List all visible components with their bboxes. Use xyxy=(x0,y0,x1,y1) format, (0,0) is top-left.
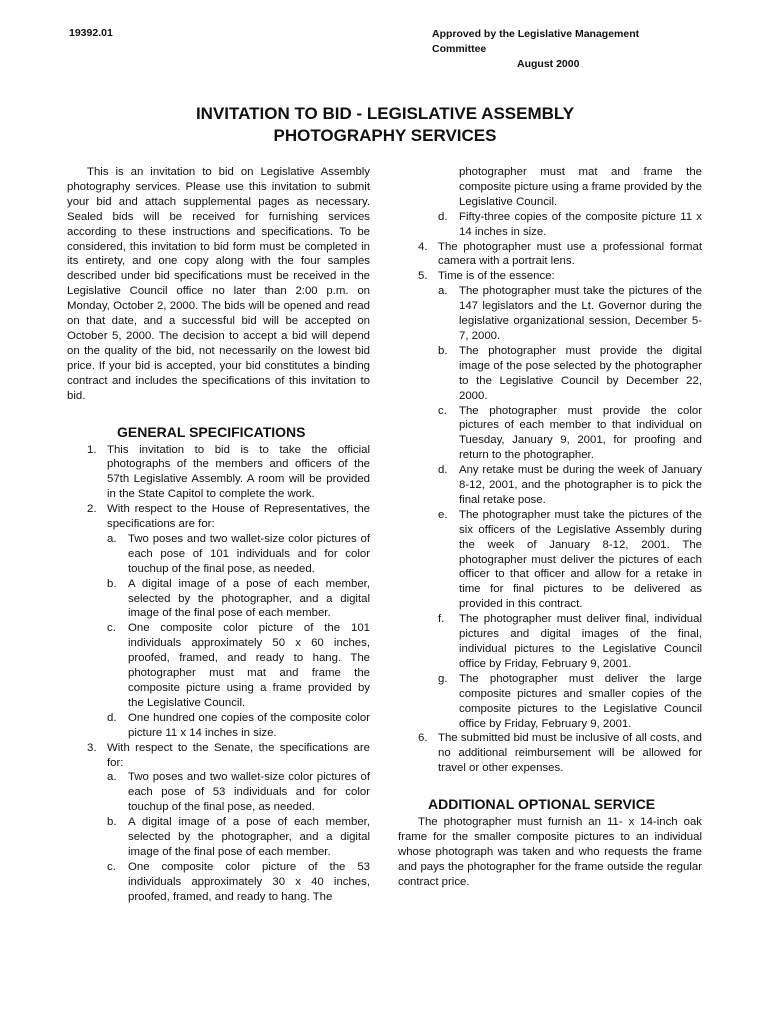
list-item xyxy=(398,269,702,284)
item-text: The photographer must take the pictures of the 147 legislators and the Lt. Governor during the legislative organizational session, December 5-7, 2000. xyxy=(459,285,702,342)
item-text: A digital image of a pose of each member, selected by the photographer, and a digital image of the final pose of each member. xyxy=(128,577,370,620)
sub-list-item xyxy=(398,344,702,404)
item-letter: c. xyxy=(107,860,116,873)
list-item xyxy=(398,240,702,270)
item-letter: f. xyxy=(438,613,445,626)
sub-list-item xyxy=(67,711,370,741)
title-line-2: PHOTOGRAPHY SERVICES xyxy=(273,126,497,145)
approval-line-2: Committee xyxy=(432,43,487,55)
list-item xyxy=(67,741,370,771)
sub-list-item xyxy=(67,815,370,860)
sub-list-item xyxy=(398,210,702,240)
item-text: The photographer must take the pictures of the six officers of the Legislative Assembly during the week of January 8-12, 2001. The photographer must deliver the pictures of each officer to that officer and allow for a retake in time for final pictures to be delivered as provided in this contract. xyxy=(459,508,702,611)
sub-list-item xyxy=(398,284,702,344)
item-letter: d. xyxy=(107,711,117,724)
item-text: With respect to the House of Representatives, the specifications are for: xyxy=(107,503,370,531)
approval-note xyxy=(432,27,639,72)
item-letter: d. xyxy=(438,210,448,223)
sub-list-item xyxy=(67,532,370,577)
item-letter: b. xyxy=(107,816,117,829)
sub-list-item xyxy=(67,577,370,622)
item-text: One composite color picture of the 101 individuals approximately 50 x 60 inches, proofed, framed, and ready to hang. The photographer must mat and frame the composite picture using a frame provided by the Legislative Council. xyxy=(128,622,370,709)
item-letter: c. xyxy=(438,404,447,417)
item-text: A digital image of a pose of each member, selected by the photographer, and a digital image of the final pose of each member. xyxy=(128,816,370,858)
sub-list-item xyxy=(67,860,370,905)
approval-date: August 2000 xyxy=(517,58,580,70)
item-text: Any retake must be during the week of January 8-12, 2001, and the photographer is to pick the final retake pose. xyxy=(459,464,702,506)
list-item xyxy=(398,731,702,776)
intro-paragraph: This is an invitation to bid on Legislative Assembly photography services. Please use this invitation to submit your bid and attach supplemental pages as necessary. Sealed bids will be received for furnishing services according to these instructions and specifications. To be considered, this invitation to bid form must be completed in its entirety, and one copy along with the four samples described under bid specifications must be received in the Legislative Council office no later than 2:00 p.m. on Monday, October 2, 2000. The bids will be opened and read on that date, and a successful bid will be accepted on October 5, 2000. The decision to accept a bid will depend on the quality of the bid, not necessarily on the lowest bid price. If your bid is accepted, your bid constitutes a binding contract and includes the specifications of this invitation to bid. xyxy=(67,166,370,402)
item-letter: b. xyxy=(107,577,117,590)
left-column xyxy=(67,165,370,905)
item-text: Fifty-three copies of the composite picture 11 x 14 inches in size. xyxy=(459,210,702,238)
item-letter: a. xyxy=(107,771,117,784)
item-text-continued: photographer must mat and frame the composite picture using a frame provided by the Legislative Council. xyxy=(459,166,702,208)
item-number: 5. xyxy=(418,270,428,283)
title-line-1: INVITATION TO BID - LEGISLATIVE ASSEMBLY xyxy=(195,104,575,123)
item-letter: a. xyxy=(438,285,448,298)
item-letter: c. xyxy=(107,622,116,635)
item-number: 2. xyxy=(87,503,97,516)
optional-service-paragraph: The photographer must furnish an 11- x 14-inch oak frame for the smaller composite pictures to an individual whose photograph was taken and who requests the frame and pays the photographer for the frame outside the regular contract price. xyxy=(398,816,702,888)
item-text: With respect to the Senate, the specifications are for: xyxy=(107,741,370,769)
item-number: 1. xyxy=(87,443,97,456)
document-number: 19392.01 xyxy=(69,27,113,39)
approval-line-1: Approved by the Legislative Management xyxy=(432,28,640,40)
item-text: The photographer must provide the color pictures of each member to that individual on Tuesday, January 9, 2001, for proofing and return to the photographer. xyxy=(459,404,702,462)
right-column xyxy=(398,165,702,890)
item-text: Time is of the essence: xyxy=(438,270,555,283)
optional-service-heading: ADDITIONAL OPTIONAL SERVICE xyxy=(428,796,656,813)
sub-list-item xyxy=(67,621,370,710)
sub-list-item xyxy=(398,508,702,612)
sub-list-item xyxy=(398,404,702,464)
item-number: 3. xyxy=(87,741,97,754)
item-text: The photographer must use a professional format camera with a portrait lens. xyxy=(438,240,702,268)
item-text: The photographer must deliver final, individual pictures and digital images of the final, individual pictures to the Legislative Council office by Friday, February 9, 2001. xyxy=(459,613,702,670)
general-specifications-heading: GENERAL SPECIFICATIONS xyxy=(117,423,306,440)
list-item xyxy=(67,443,370,503)
item-text: Two poses and two wallet-size color pictures of each pose of 101 individuals and for color touchup of the final pose, as needed. xyxy=(128,532,370,575)
item-number: 4. xyxy=(418,240,428,253)
item-letter: e. xyxy=(438,508,448,521)
item-letter: d. xyxy=(438,464,448,477)
sub-list-item xyxy=(398,672,702,732)
sub-list-item xyxy=(67,770,370,815)
item-number: 6. xyxy=(418,732,428,745)
item-text: The photographer must deliver the large composite pictures and smaller copies of the composite pictures to the Legislative Council office by Friday, February 9, 2001. xyxy=(459,672,702,730)
list-item xyxy=(67,502,370,532)
item-text: The photographer must provide the digital image of the pose selected by the photographer to the Legislative Council by December 22, 2000. xyxy=(459,344,702,402)
item-text: One composite color picture of the 53 individuals approximately 30 x 40 inches, proofed, framed, and ready to hang. The xyxy=(128,860,370,903)
item-letter: b. xyxy=(438,344,448,357)
item-letter: g. xyxy=(438,672,448,685)
sub-list-item xyxy=(398,463,702,508)
item-text: The submitted bid must be inclusive of all costs, and no additional reimbursement will be allowed for travel or other expenses. xyxy=(438,732,702,775)
document-title xyxy=(100,103,670,147)
item-text: One hundred one copies of the composite color picture 11 x 14 inches in size. xyxy=(128,711,370,739)
sub-list-item xyxy=(398,612,702,672)
item-letter: a. xyxy=(107,532,117,545)
item-text: Two poses and two wallet-size color pictures of each pose of 53 individuals and for color touchup of the final pose, as needed. xyxy=(128,771,370,814)
item-text: This invitation to bid is to take the official photographs of the members and officers of the 57th Legislative Assembly. A room will be provided in the State Capitol to complete the work. xyxy=(107,443,370,501)
